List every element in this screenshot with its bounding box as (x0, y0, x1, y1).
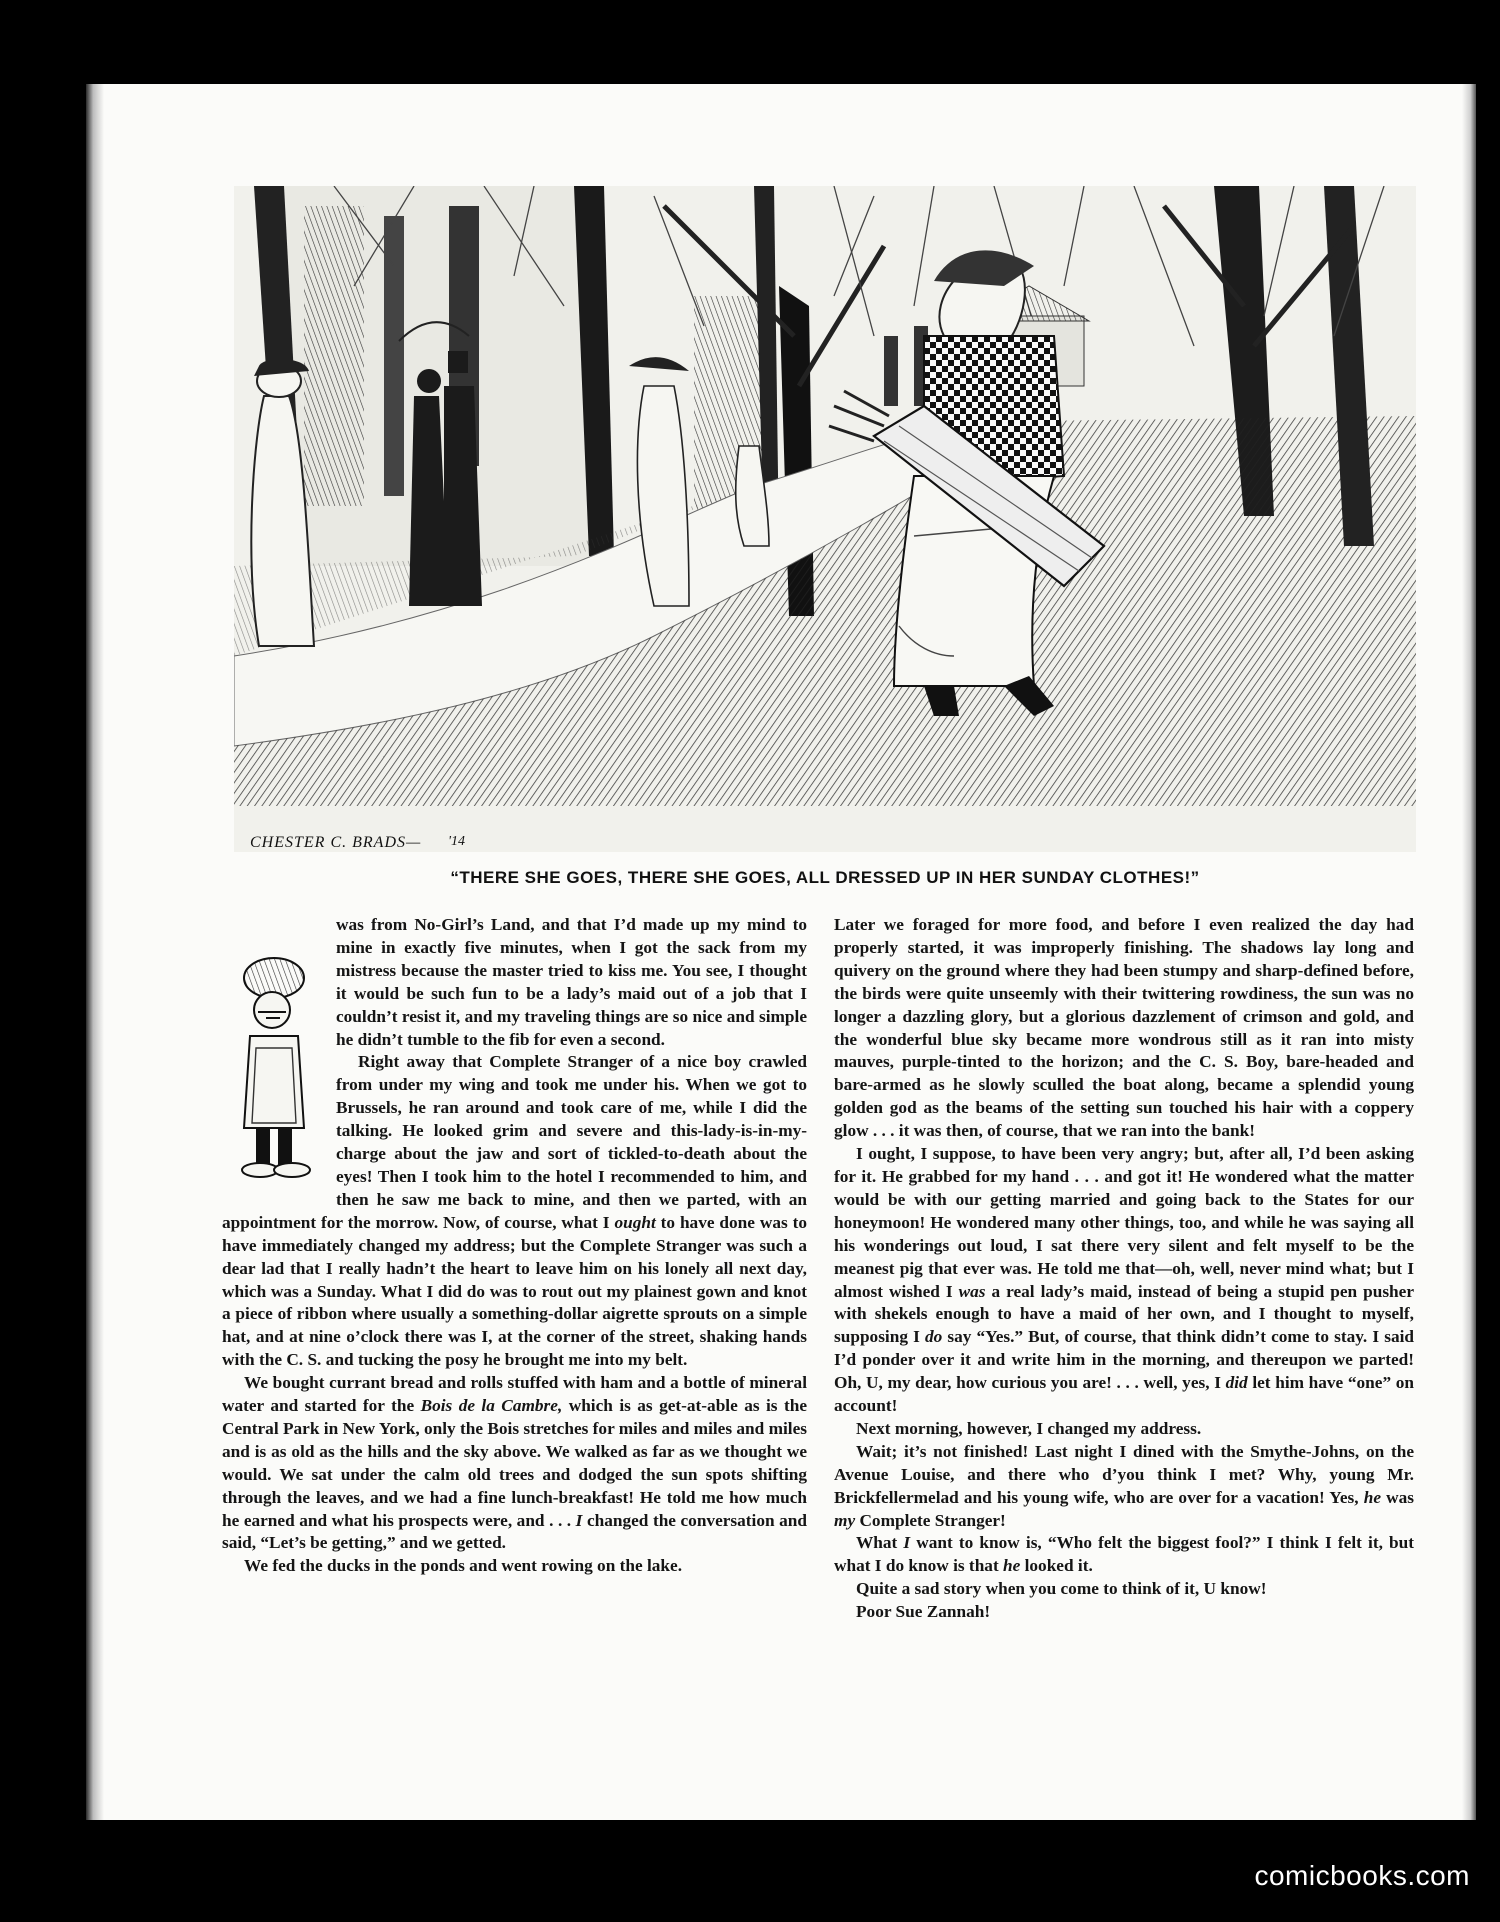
left-paragraph-3 (222, 1372, 807, 1555)
right-paragraph-6: Quite a sad story when you come to think of it, U know! (856, 1579, 1267, 1599)
right-paragraph-4-italic: he (1363, 1487, 1381, 1507)
left-paragraph-3-b: which is as get-at-able as is the Central Park in New York, only the Bois stretches for miles and miles and miles and is as old as the hills and the sky above. We walked as far as we thought we would. We sat under the calm old trees and dodged the sun spots shifting through the leaves, and we had a fine lunch-breakfast! He told me how much he earned and what his prospects were, and . . . (222, 1396, 808, 1530)
right-paragraph-4-c: Complete Stranger! (855, 1510, 1006, 1530)
right-paragraph-2-italic2: do (924, 1327, 943, 1347)
left-paragraph-3-italic2: I (575, 1510, 583, 1530)
right-paragraph-3: Next morning, however, I changed my address. (856, 1418, 1202, 1438)
right-paragraph-2-italic3: did (1225, 1373, 1248, 1393)
left-paragraph-1 (222, 914, 807, 1051)
right-paragraph-2 (834, 1143, 1414, 1418)
left-paragraph-3-italic: Bois de la Cambre, (420, 1396, 563, 1416)
right-paragraph-2-b: a real lady’s maid, instead of being a stupid pen pusher with shekels enough to have a maid of her own, and I thought to myself, supposing I (834, 1281, 1415, 1347)
page-fold (86, 84, 104, 1820)
left-column (222, 914, 807, 1578)
maid-figure-drawing (222, 918, 328, 1196)
right-paragraph-5-italic: I (903, 1533, 911, 1553)
left-paragraph-2-end: to have done was to have immediately changed my address; but the Complete Stranger was such a dear lad that I really hadn’t the heart to leave him on his lonely all next day, which was a Sunday. What I did do was to rout out my plainest gown and knot a piece of ribbon where usually a something-dollar aigrette sprouts on a simple hat, and at nine o’clock there was I, at the corner of the street, shaking hands with the C. S. and tucking the posy he brought me into my belt. (222, 1212, 807, 1370)
left-paragraph-3-a: We bought currant bread and rolls stuffed with ham and a bottle of mineral water and started for the (222, 1373, 807, 1416)
right-paragraph-5-italic2: he (1003, 1556, 1021, 1576)
left-paragraph-2-italic: ought (614, 1212, 656, 1232)
right-paragraph-2-c: say “Yes.” But, of course, that think didn’t come to stay. I said I’d ponder over it and write him in the morning, and thereupon we parted! Oh, U, my dear, how curious you are! . . . well, yes, I (834, 1327, 1414, 1393)
right-paragraph-2-a: I ought, I suppose, to have been very angry; but, after all, I’d been asking for it. He grabbed for my hand . . . and got it! He wondered what the matter would be with our getting married and going back to the States for our honeymoon! He wondered many other things, too, and while he was saying all his wonderings out loud, I sat there very silent and felt myself to be the meanest pig that ever was. He told me that—oh, well, never mind what; but I almost wished I (834, 1144, 1414, 1301)
right-paragraph-2-italic: was (958, 1281, 986, 1301)
illustrator-signature-year: '14 (448, 834, 465, 849)
right-paragraph-5-b: want to know is, “Who felt the biggest fool?” I think I felt it, but what I do know is that (834, 1533, 1415, 1576)
illustrator-signature: CHESTER C. BRADS— (250, 834, 422, 851)
right-paragraph-4-italic2: my (834, 1510, 856, 1530)
right-paragraph-4 (834, 1441, 1414, 1533)
left-paragraph-2-text: Right away that Complete Stranger of a nice boy crawled from under my wing and took me under his. When we got to Brussels, he ran around and took care of me, while I did the talking. He looked grim and severe and this-lady-is-in-my-charge about the jaw and sort of tickled-to-death about the eyes! Then I took him to the hotel I recommended to him, and then he saw me back to mine, and then we parted, with an appointment for the morrow. Now, of course, what I (222, 1052, 807, 1232)
illustration-drawing (234, 186, 1416, 852)
right-paragraph-2-d: let him have “one” on account! (834, 1373, 1414, 1416)
left-paragraph-1-text: was from No-Girl’s Land, and that I’d made up my mind to mine in exactly five minutes, when I got the sack from my mistress because the master tried to kiss me. You see, I thought it would be such fun to be a lady’s maid out of a job that I couldn’t resist it, and my traveling things are so nice and simple he didn’t tumble to the fib for even a second. (336, 915, 807, 1049)
right-paragraph-4-b: was (1380, 1487, 1414, 1507)
illustration (234, 186, 1416, 852)
page-right-edge (1462, 84, 1476, 1820)
left-paragraph-4: We fed the ducks in the ponds and went rowing on the lake. (244, 1556, 683, 1576)
right-column (834, 914, 1414, 1624)
right-paragraph-7: Poor Sue Zannah! (856, 1602, 991, 1622)
right-paragraph-5-c: looked it. (1020, 1556, 1093, 1576)
right-paragraph-1: Later we foraged for more food, and before I even realized the day had properly started, it was improperly finishing. The shadows lay long and quivery on the ground where they had been stumpy and sharp-defined before, the birds were quite unseemly with their twittering rowdiness, the sun was no longer a dazzling glory, but a glorious dazzlement of crimson and gold, and the wonderful blue sky became more wondrous still as it ran into misty mauves, purple-tinted to the horizon; and the C. S. Boy, bare-headed and bare-armed as he slowly sculled the boat along, became a splendid young golden god as the beams of the setting sun touched his hair with a coppery glow . . . it was then, of course, that we ran into the bank! (834, 915, 1414, 1141)
left-paragraph-3-c: changed the conversation and said, “Let’s be getting,” and we getted. (222, 1510, 807, 1553)
source-watermark: comicbooks.com (1254, 1860, 1470, 1891)
right-paragraph-5-a: What (856, 1533, 904, 1553)
maid-figure-icon (222, 918, 328, 1196)
right-paragraph-4-a: Wait; it’s not finished! Last night I dined with the Smythe-Johns, on the Avenue Louise, and there who d’you think I met? Why, young Mr. Brickfellermelad and his young wife, who are over for a vacation! Yes, (834, 1441, 1414, 1507)
illustration-caption: “THERE SHE GOES, THERE SHE GOES, ALL DRESSED UP IN HER SUNDAY CLOTHES!” (450, 868, 1200, 887)
right-paragraph-5 (834, 1532, 1414, 1578)
